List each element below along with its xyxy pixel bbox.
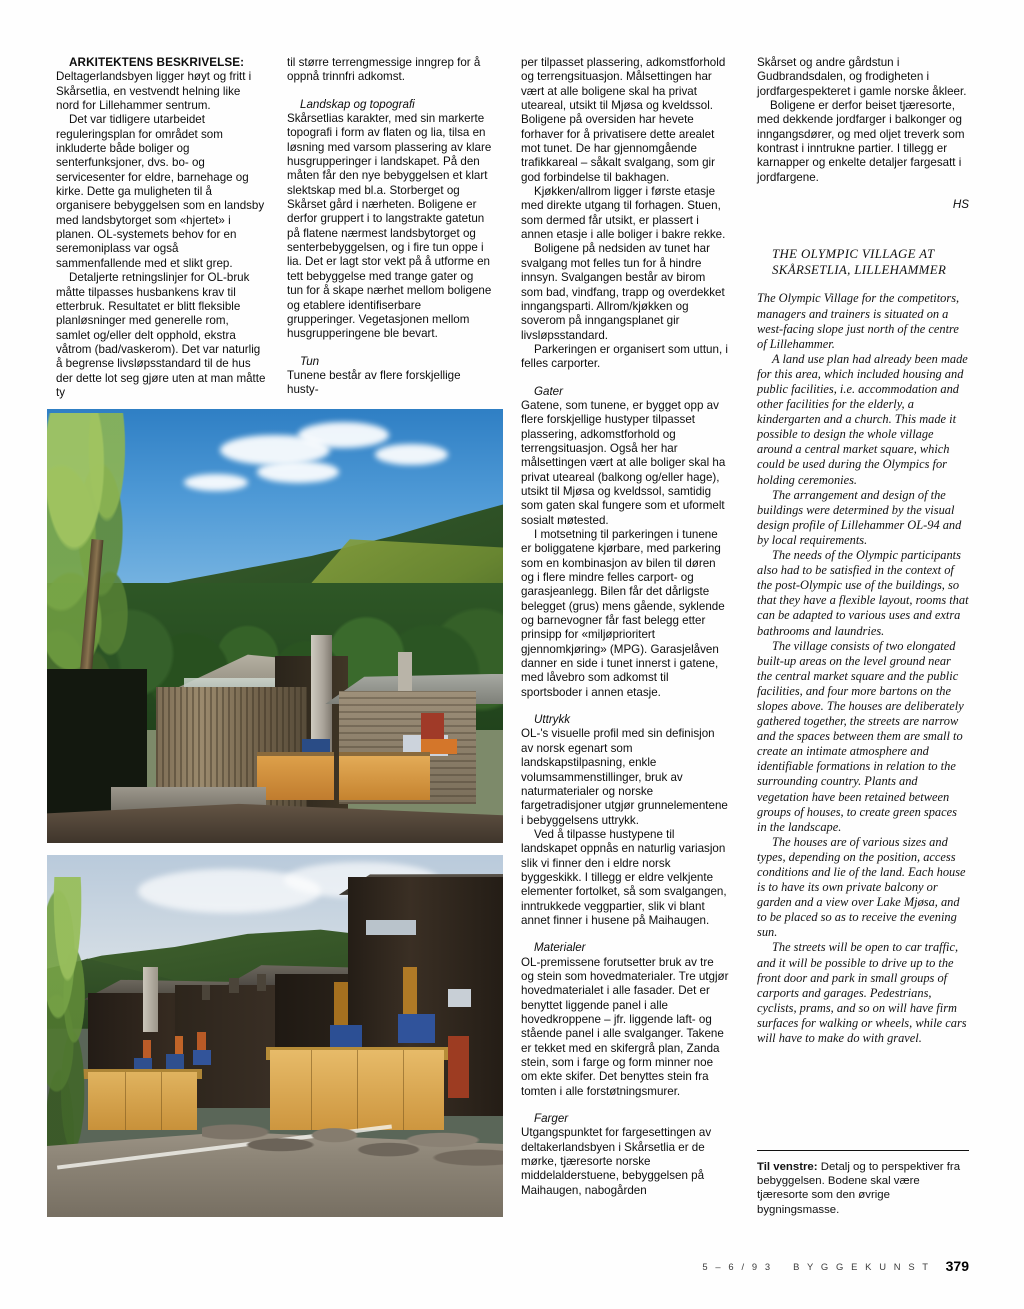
col3-paragraph-4: Parkeringen er organisert som uttun, i felles carporter. bbox=[521, 342, 728, 371]
spacer bbox=[757, 212, 969, 246]
spacer bbox=[287, 85, 492, 98]
subheading-tun: Tun bbox=[300, 354, 320, 368]
shed-seam bbox=[125, 1072, 126, 1130]
cloud bbox=[298, 422, 389, 448]
author-initials: HS bbox=[952, 198, 969, 212]
col3-paragraph-3: Boligene på nedsiden av tunet har svalgang mot felles tun for å hindre innsyn. Svalgangen består av birom som bad, vindfang, trapp og overdekket inngangsparti. Allrom/kjøkken og soverom på inngangsplanet gir livsløpsstandard. bbox=[521, 242, 725, 342]
secondary-chimney bbox=[398, 652, 412, 691]
small-window bbox=[448, 989, 471, 1007]
roof-vent bbox=[202, 985, 210, 999]
col1-paragraph-1: Deltagerlandsbyen ligger høyt og fritt i Skårsetlia, en vestvendt helning like nord for Lillehammer sentrum. bbox=[56, 70, 252, 113]
col1-paragraph-3: Detaljerte retningslinjer for OL-bruk måtte tilpasses husbankens krav til etterbruk. Resultatet er blitt fleksible planløsninger med generelle rom, samlet og/eller delt opphold, ekstra våtrom (bad/vaskerom). Det var naturlig å begrense livsløpsstandard til de hus der dette lot seg gjøre uten at man måtte ty bbox=[56, 271, 266, 399]
subheading-materialer: Materialer bbox=[534, 941, 586, 955]
oiled-timber-door bbox=[334, 982, 348, 1025]
text-column-4 bbox=[757, 56, 969, 1046]
text-column-1 bbox=[56, 56, 266, 400]
foreground-shrub bbox=[47, 877, 115, 1174]
col3-paragraph-9: OL-premissene forutsetter bruk av tre og stein som hovedmaterialer. Tre utgjør hovedmaterialet i alle fasader. Det er benyttet liggende panel i alle hovedkroppene – jfr. liggende laft- og stående panel i alle svalganger. Takene er tekket med en skifergrå plan, Zanda stein, som i farge og form minner noe om ekte skifer. Det benyttes stein fra tomten i alle forstøtningsmurer. bbox=[521, 955, 729, 1098]
subheading-gater: Gater bbox=[534, 384, 563, 398]
english-paragraph-3: The arrangement and design of the buildings were determined by the visual design profile of Lillehammer OL-94 and by local requirements. bbox=[757, 487, 962, 547]
oiled-timber-door bbox=[403, 967, 418, 1014]
subheading-landskap-og-topografi: Landskap og topografi bbox=[300, 97, 415, 111]
english-paragraph-4: The needs of the Olympic participants also had to be satisfied in the context of the post-Olympic use of the buildings, so that they have a flexible layout, rooms that can be adapted to various uses and extra bathrooms and laundries. bbox=[757, 548, 969, 638]
roof-vent bbox=[229, 978, 238, 992]
caption-divider-rule bbox=[757, 1150, 969, 1151]
spacer bbox=[287, 342, 492, 355]
english-paragraph-2: A land use plan had already been made for this area, which included housing and public facilities, i.e. accommodation and other facilities for the elderly, a kindergarten and a church. This made it possible to design the whole village around a central market square, which could be used during the Olympics for holding ceremonies. bbox=[757, 351, 968, 487]
footer-issue: 5 – 6 / 9 3 bbox=[702, 1261, 773, 1272]
cloud bbox=[257, 461, 339, 483]
col3-paragraph-1: per tilpasset plassering, adkomstforhold og terrengsituasjon. Målsettingen har vært at alle boligene skal ha privat uteareal, utsikt til Mjøsa og kveldssol. Boligene på oversiden har hevete forhaver for å privatisere dette arealet mot tunet. De har gjennomgående trafikkareal – såkalt svalgang, som gir god forbindelse til bakhagen. bbox=[521, 56, 726, 184]
timber-shed-right bbox=[339, 756, 430, 799]
col4-paragraph-1: Skårset og andre gårdstun i Gudbrandsdalen, og frodigheten i jordfargespekteret i gamle norske åkleer. bbox=[757, 56, 967, 98]
col3-paragraph-6: I motsetning til parkeringen i tunene er boliggatene kjørbare, med parkering som en kombinasjon av bilen til døren og i flere mindre felles carport- og garasjeanlegg. Bilen får det dårligste belegget (grus) mens gående, syklende og barnevogner får fast belegg etter prinsipp for «miljøprioritert gjennomkjøring» (MPG). Garasjelåven danner en side i tunet innerst i gatene, med låvebro som adkomst til sportsboder i annen etasje. bbox=[521, 528, 725, 699]
clerestory-window-band bbox=[366, 920, 416, 934]
page-number: 379 bbox=[945, 1258, 969, 1274]
spacer bbox=[521, 372, 729, 385]
col3-paragraph-7: OL-'s visuelle profil med sin definisjon av norsk egenart som landskapstilpasning, enkle volumsammenstillinger, bruk av naturmaterialer og norske fargetradisjoner utgjør grunnelementene i bebyggelsens uttrykk. bbox=[521, 727, 728, 827]
english-title-line-2: SKÅRSETLIA, LILLEHAMMER bbox=[772, 263, 947, 278]
caption-lead-in: Til venstre: bbox=[757, 1161, 818, 1173]
col3-paragraph-5: Gatene, som tunene, er bygget opp av flere forskjellige hustyper tilpasset plassering, adkomstforhold og terrengsituasjon. Også her har målsettingen vært at alle boliger skal ha privat uteareal (balkong og/eller hage), utsikt til Mjøsa og kveldssol, samtidig som gaten skal fungere som et uformelt sosialt møtested. bbox=[521, 398, 726, 527]
spacer bbox=[757, 185, 969, 198]
col4-paragraph-2: Boligene er derfor beiset tjæresorte, med dekkende jordfarger i balkonger og inngangsdører, og med oljet treverk som kontrast i inntrukne partier. I tillegg er karnapper og enkelte detaljer fargesatt i jordfargene. bbox=[757, 99, 965, 184]
photo-caption bbox=[757, 1160, 969, 1217]
english-paragraph-5: The village consists of two elongated built-up areas on the level ground near the central market square and the public facilities, and four more bartons on the slopes above. The houses are deliberately gathered together, the streets are narrow and the spaces between them are small to create an intimate atmosphere and identifiable formations in relation to the surrounding country. Plants and vegetation have been retained between groups of houses, to create green spaces in the landscape. bbox=[757, 638, 964, 834]
col3-paragraph-8: Ved å tilpasse hustypene til landskapet oppnås en naturlig variasjon slik vi finner den i eldre norsk byggeskikk. I tillegg er eldre velkjente elementer fortolket, så som svalgangen, inntrukkede veggpartier, slik vi blant annet finner i husene på Maihaugen. bbox=[521, 827, 727, 927]
spacer bbox=[521, 1099, 729, 1112]
english-title-line-1: THE OLYMPIC VILLAGE AT bbox=[772, 247, 935, 262]
roof-vent bbox=[257, 974, 266, 990]
english-paragraph-7: The streets will be open to car traffic, and it will be possible to drive up to the front door and park in small groups of carports and garages. Pedestrians, cyclists, prams, and so on will have firm surfaces for walking or wheels, while cars will have to make do with gravel. bbox=[757, 940, 967, 1046]
spacer bbox=[521, 928, 729, 941]
blue-balcony-panel bbox=[193, 1050, 211, 1064]
footer-publication: B Y G G E K U N S T bbox=[793, 1261, 931, 1272]
photo-detail-upper bbox=[47, 409, 503, 843]
text-column-3 bbox=[521, 56, 729, 1198]
caption-body: Detalj og to perspektiver fra bebyggelsen. Bodene skal være tjæresorte som den øvrige bygningsmasse. bbox=[757, 1161, 961, 1216]
english-paragraph-6: The houses are of various sizes and types, depending on the position, access conditions and lie of the land. Each house is to have its own private balcony or garden and a view over Lake Mjøsa, and to be placed so as to receive the evening sun. bbox=[757, 834, 966, 940]
photo-street-lower bbox=[47, 855, 503, 1217]
col1-paragraph-2: Det var tidligere utarbeidet reguleringsplan for området som inkluderte både boliger og senterfunksjoner, dvs. bo- og servicesenter for eldre, barnehage og kirke. Dette ga muligheten til å organisere bebyggelsen som en landsby med landsbytorget som «hjertet» i planen. OL-systemets behov for en seremoniplass var også sammenfallende med et slikt grep. bbox=[56, 113, 265, 270]
subheading-uttrykk: Uttrykk bbox=[534, 713, 571, 727]
col2-paragraph-1: til større terrengmessige inngrep for å oppnå trinnfri adkomst. bbox=[287, 56, 481, 84]
col3-paragraph-2: Kjøkken/allrom ligger i første etasje med direkte utgang til forhagen. Stuen, som dermed får utsikt, er plassert i annen etasje i alle boliger i bakre rekke. bbox=[521, 185, 726, 242]
english-paragraph-1: The Olympic Village for the competitors, managers and trainers is situated on a west-facing slope just north of the centre of Lillehammer. bbox=[757, 291, 960, 351]
col3-paragraph-10: Utgangspunktet for fargesettingen av deltakerlandsbyen i Skårsetlia er de mørke, tjæresorte norske middelalderstuene, bebyggelsen på Maihaugen, nabogården bbox=[521, 1126, 712, 1197]
text-column-2 bbox=[287, 56, 492, 398]
col2-paragraph-3: Tunene består av flere forskjellige husty- bbox=[287, 368, 461, 397]
article-heading: ARKITEKTENS BESKRIVELSE: bbox=[69, 56, 245, 69]
english-summary bbox=[757, 246, 969, 1046]
timber-shed-left bbox=[257, 756, 335, 799]
blue-balcony-panel bbox=[398, 1014, 434, 1043]
spacer bbox=[521, 700, 729, 713]
stone-retaining-rocks bbox=[202, 1108, 503, 1188]
page-footer bbox=[0, 1258, 969, 1274]
spacer bbox=[757, 278, 969, 291]
subheading-farger: Farger bbox=[534, 1112, 569, 1126]
blue-balcony-panel bbox=[166, 1054, 184, 1068]
concrete-chimney bbox=[143, 967, 159, 1032]
shed-seam bbox=[161, 1072, 162, 1130]
col2-paragraph-2: Skårsetlias karakter, med sin markerte topografi i form av flaten og lia, tilsa en løsning med varsom plassering av klare husgrupperinger i landskapet. På den måten får den nye bebyggelsen et klart slektskap med bl.a. Storberget og Skårset gård i nærheten. Boligene er derfor gruppert i to langstrakte gatetun på flatene nærmest landsbytorget og senterbebyggelsen, og i fire tun oppe i lia. Det er lagt stor vekt på å utforme en tett bebyggelse med trange gater og tun for å skape nærhet mellom boligene og etablere identifiserbare grupperinger. Vegetasjonen mellom husgrupperingene ble bevart. bbox=[287, 112, 492, 341]
red-entrance-door bbox=[448, 1036, 469, 1098]
red-door bbox=[421, 713, 444, 739]
